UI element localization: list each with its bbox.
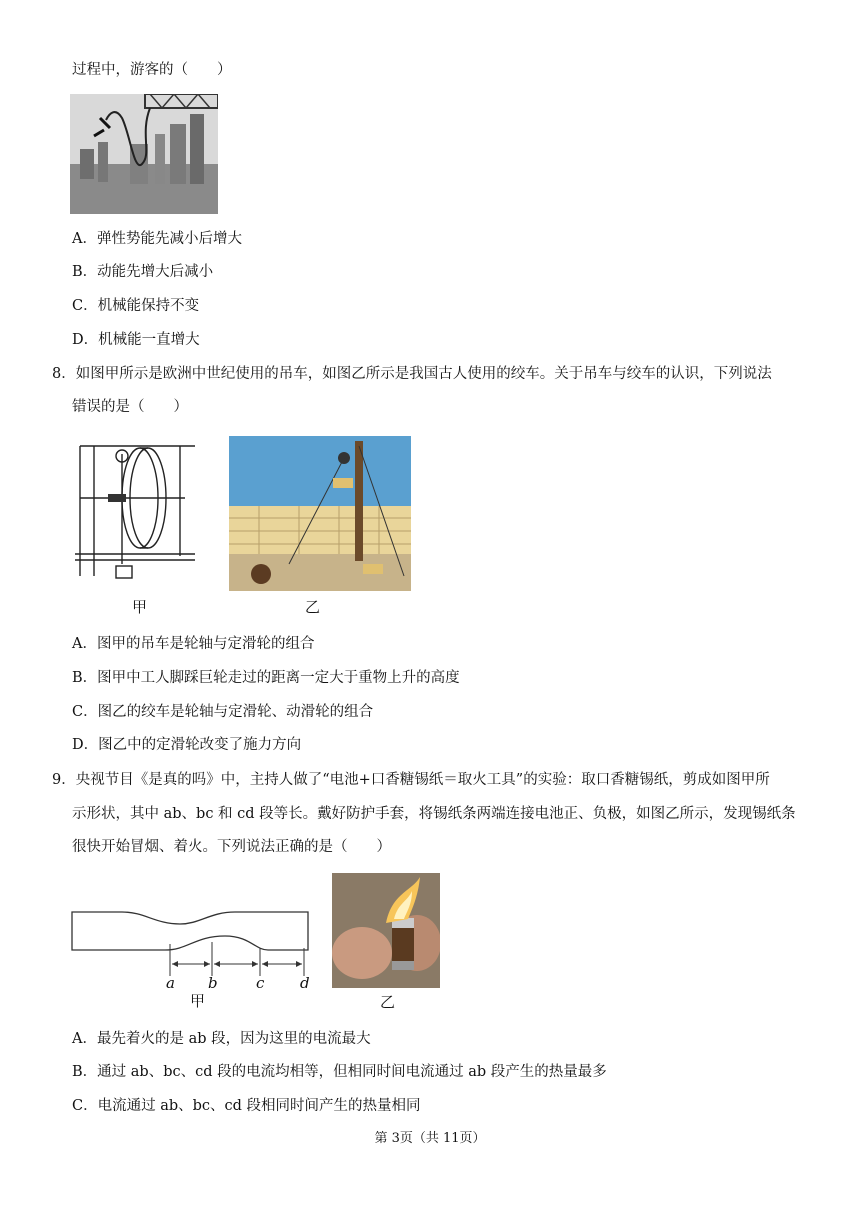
q7-option-a: A．弹性势能先减小后增大 <box>72 231 242 247</box>
q7-option-d: D．机械能一直增大 <box>72 332 200 348</box>
q7-option-c: C．机械能保持不变 <box>72 298 200 314</box>
q9-option-a: A．最先着火的是 ab 段，因为这里的电流最大 <box>72 1031 371 1047</box>
q9-number: 9． <box>52 772 76 788</box>
q8-option-a: A．图甲的吊车是轮轴与定滑轮的组合 <box>72 636 315 652</box>
q9-point-b: b <box>208 974 218 992</box>
q9-stem-line1 <box>52 770 770 790</box>
q8-figure-winch <box>229 436 411 616</box>
q8-number: 8． <box>52 366 76 382</box>
q9-stem-text1: 央视节目《是真的吗》中，主持人做了“电池+口香糖锡纸＝取火工具”的实验：取口香糖锡纸，剪成如图甲所 <box>75 772 770 788</box>
q8-stem-text1: 如图甲所示是欧洲中世纪使用的吊车，如图乙所示是我国古人使用的绞车。关于吊车与绞车的认识，下列说法 <box>75 366 772 382</box>
q9-point-d: d <box>300 974 310 992</box>
q9-option-b: B．通过 ab、bc、cd 段的电流均相等，但相同时间电流通过 ab 段产生的热量最多 <box>72 1064 607 1080</box>
q8-option-c: C．图乙的绞车是轮轴与定滑轮、动滑轮的组合 <box>72 704 374 720</box>
q9-figure-label-jia: 甲 <box>190 992 206 1010</box>
q7-bungee-photo <box>70 94 218 218</box>
q8-option-d: D．图乙中的定滑轮改变了施力方向 <box>72 737 302 753</box>
q9-battery-photo <box>332 873 440 1011</box>
q9-point-a: a <box>166 974 175 992</box>
q9-stem-line3: 很快开始冒烟、着火。下列说法正确的是（ ） <box>72 839 391 855</box>
q9-stem-line2: 示形状，其中 ab、bc 和 cd 段等长。戴好防护手套，将锡纸条两端连接电池正、负极，如图乙所示，发现锡纸条 <box>72 806 796 822</box>
q8-stem-line1 <box>52 364 772 384</box>
q9-point-c: c <box>256 974 265 992</box>
q8-figure-label-jia: 甲 <box>132 598 148 616</box>
q8-stem-line2: 错误的是（ ） <box>72 399 188 415</box>
q7-option-b: B．动能先增大后减小 <box>72 264 214 280</box>
q8-option-b: B．图甲中工人脚踩巨轮走过的距离一定大于重物上升的高度 <box>72 670 460 686</box>
q9-figure-label-yi: 乙 <box>380 993 396 1011</box>
q9-figure-foil-strip <box>70 898 315 1012</box>
q8-figure-crane <box>70 436 200 616</box>
q9-option-c: C．电流通过 ab、bc、cd 段相同时间产生的热量相同 <box>72 1098 421 1114</box>
q7-stem-tail: 过程中，游客的（ ） <box>72 62 232 78</box>
q8-figure-label-yi: 乙 <box>305 598 321 616</box>
page-footer: 第 3页（共 11页） <box>374 1131 486 1146</box>
